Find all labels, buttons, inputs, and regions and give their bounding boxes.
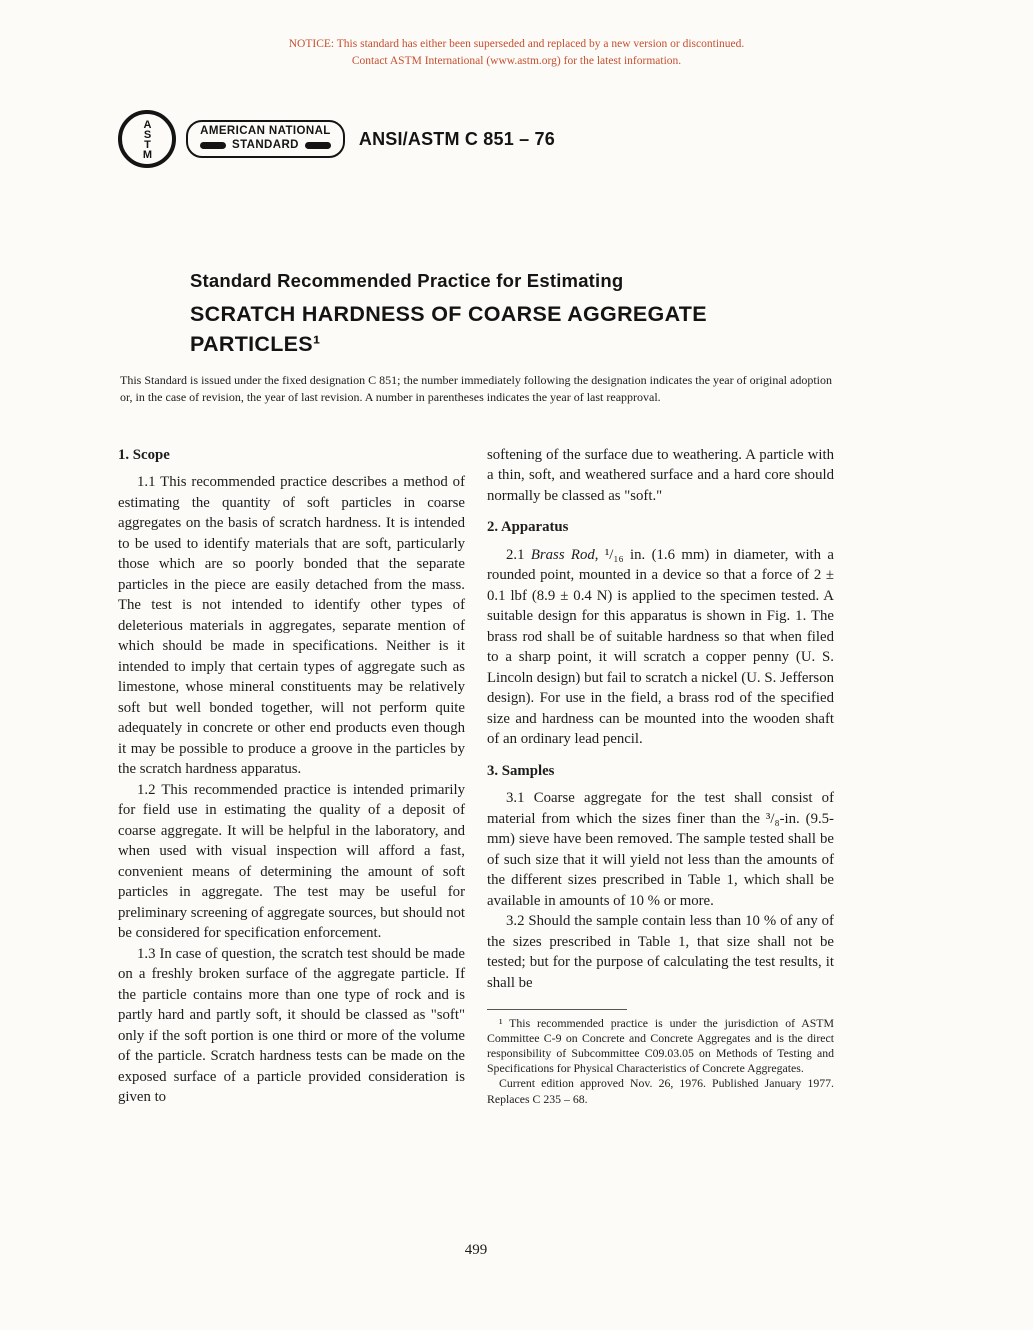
para-2-1 [487,545,834,750]
badge-line2-row [200,139,331,153]
notice-line1: NOTICE: This standard has either been superseded and replaced by a new version or discontinued. [288,38,745,50]
badge-line2: STANDARD [232,138,299,151]
para-2-1-number: 2.1 [506,546,531,563]
footnote-jurisdiction: ¹ This recommended practice is under the jurisdiction of ASTM Committee C-9 on Concrete and Concrete Aggregates and is the direct responsibility of Subcommittee C09.03.05 on Methods of Testing and Specifications for Physical Characteristics of Concrete Aggregates. [487,1016,834,1076]
badge-line1: AMERICAN NATIONAL [200,124,331,137]
section-1-heading: 1. Scope [118,447,170,463]
astm-logo-text: ASTM [141,119,154,159]
page-number: 499 [464,1242,488,1258]
footnote-rule [487,1009,627,1010]
para-2-1-text: , ¹/₁₆ in. (1.6 mm) in diameter, with a rounded point, mounted in a device so that a force of 2 ± 0.1 lbf (8.9 ± 0.4 N) is applied to the specimen tested. A suitable design for this apparatus is shown in Fig. 1. The brass rod shall be of suitable hardness so that when filed to a sharp point, it will scratch a copper penny (U. S. Lincoln design) but fail to scratch a nickel (U. S. Jefferson design). For use in the field, a brass rod of the specified size and hardness can be mounted into the wooden shaft of an ordinary lead pencil. [487,546,834,748]
astm-logo [118,110,176,168]
badge-decoration-right [305,142,331,149]
section-2-heading: 2. Apparatus [487,519,569,536]
para-2-1-term: Brass Rod [530,546,595,563]
badge-decoration-left [200,142,226,149]
para-1-3: 1.3 In case of question, the scratch test should be made on a freshly broken surface of the aggregate particle. If the particle contains more than one type of rock and is partly hard and partly soft, it should be classed as "soft" only if the soft portion is one third or more of the volume of the particle. Scratch hardness tests can be made on the exposed surface of a particle provided consideration is given to [118,945,465,1106]
body-columns [118,443,834,1108]
para-1-2: 1.2 This recommended practice is intended primarily for field use in estimating the quality of a deposit of coarse aggregate. It will be helpful in the laboratory, and when used with visual inspection will afford a fast, convenient means of determining the amount of soft particles in aggregate. The test may be useful for preliminary screening of aggregate sources, but should not be considered for specification enforcement. [118,781,465,942]
para-1-3-continued: softening of the surface due to weathering. A particle with a thin, soft, and weathered surface and a hard core should normally be classed as "soft." [487,447,834,504]
footnote [487,1009,834,1107]
standard-designation: ANSI/ASTM C 851 – 76 [358,128,555,149]
right-column [487,443,834,1108]
left-column [118,443,465,1108]
title-kicker: Standard Recommended Practice for Estimating [190,270,624,291]
issuance-note: This Standard is issued under the fixed designation C 851; the number immediately following the designation indicates the year of original adoption or, in the case of revision, the year of last revision. A number in parentheses indicates the year of last reapproval. [120,373,832,404]
para-1-1: 1.1 This recommended practice describes a method of estimating the quantity of soft particles in coarse aggregates on the basis of scratch hardness. It is intended to be used to identify materials that are soft, particularly those which are so poorly bonded that the separate particles in the piece are easily detached from the mass. The test is not intended to identify other types of deleterious materials in aggregates, separate mention of which should be made in specifications. Neither is it intended to imply that certain types of aggregate such as limestone, whose mineral constituents may be relatively soft but well bonded together, will not perform quite adequately in concrete or other end products even though it may be possible to produce a groove in the particles by the scratch hardness apparatus. [118,474,465,778]
para-3-1: 3.1 Coarse aggregate for the test shall consist of material from which the sizes finer than the ³/₈-in. (9.5-mm) sieve have been removed. The sample tested shall be of such size that it will yield not less than the amounts of the different sizes prescribed in Table 1, which shall be available in amounts of 10 % or more. [487,790,834,909]
supersession-notice [0,36,1033,71]
title-main-line2: PARTICLES¹ [190,331,321,356]
document-header [118,110,555,168]
title-block [190,270,707,359]
american-national-standard-badge [186,120,345,159]
title-main-line1: SCRATCH HARDNESS OF COARSE AGGREGATE [190,302,707,326]
section-3-heading: 3. Samples [487,762,555,779]
para-3-2: 3.2 Should the sample contain less than 10 % of any of the sizes prescribed in Table 1, that size shall not be tested; but for the purpose of calculating the test results, it shall be [487,913,834,991]
footnote-edition: Current edition approved Nov. 26, 1976. Published January 1977. Replaces C 235 – 68. [487,1076,834,1106]
notice-line2: Contact ASTM International (www.astm.org) for the latest information. [351,55,682,68]
